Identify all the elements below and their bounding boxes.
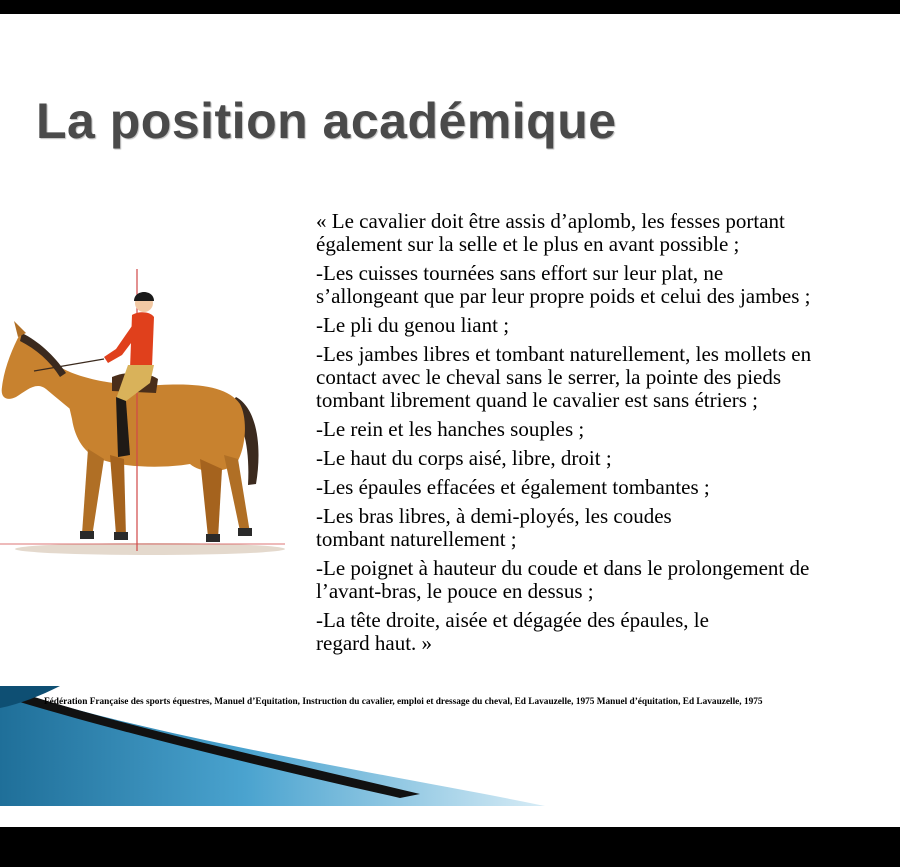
list-item: « Le cavalier doit être assis d’aplomb, les fesses portant également sur la selle et le plus en avant possible ; — [316, 209, 785, 256]
list-item: -Le rein et les hanches souples ; — [316, 417, 585, 441]
list-item: -Le haut du corps aisé, libre, droit ; — [316, 446, 612, 470]
citation-text: Fédération Française des sports équestres, Manuel d’Equitation, Instruction du cavalier, emploi et dressage du cheval, Ed Lavauzelle, 1975 Manuel d’équitation, Ed Lavauzelle, 1975 — [44, 697, 763, 707]
list-item: -La tête droite, aisée et dégagée des épaules, le regard haut. » — [316, 608, 709, 655]
list-item: -Les bras libres, à demi-ployés, les coudes tombant naturellement ; — [316, 504, 672, 551]
slide-title: La position académique — [36, 93, 617, 149]
list-item: -Le pli du genou liant ; — [316, 313, 510, 337]
list-item: -Les cuisses tournées sans effort sur leur plat, ne s’allongeant que par leur propre poids et celui des jambes ; — [316, 261, 811, 308]
text-list — [316, 210, 900, 661]
slide — [0, 14, 900, 827]
list-item: -Les épaules effacées et également tombantes ; — [316, 475, 710, 499]
list-item: -Les jambes libres et tombant naturellement, les mollets en contact avec le cheval sans le serrer, la pointe des pieds tombant librement quand le cavalier est sans étriers ; — [316, 342, 812, 412]
horse-rider-illustration — [0, 259, 290, 559]
list-item: -Le poignet à hauteur du coude et dans le prolongement de l’avant-bras, le pouce en dessus ; — [316, 556, 810, 603]
